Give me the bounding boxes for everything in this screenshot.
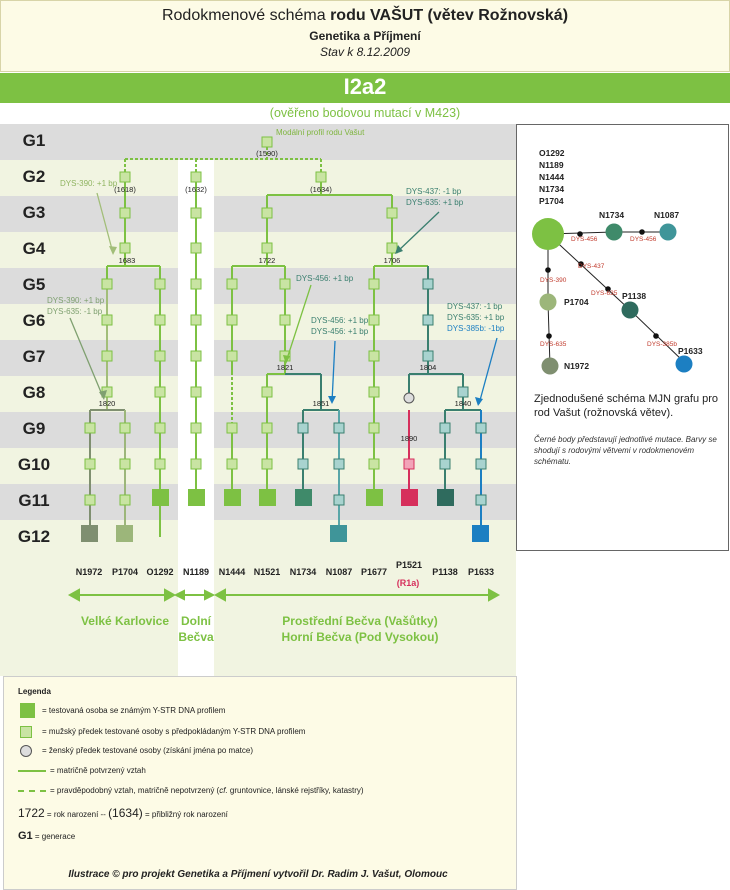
square-red-g10 — [404, 459, 414, 469]
tested-n1087 — [330, 525, 347, 542]
square-g2-b — [191, 172, 201, 182]
square-teal-g10-b — [334, 459, 344, 469]
square-g4-d — [387, 243, 397, 253]
square-g6-e — [280, 315, 290, 325]
person-p1633: P1633 — [467, 567, 495, 577]
mjn-mutation-dot — [639, 229, 645, 235]
legend-generation: G1 = generace — [18, 830, 76, 842]
gen-label-g2: G2 — [22, 167, 46, 186]
tested-o1292 — [152, 489, 169, 506]
tested-n1521 — [259, 489, 276, 506]
square-g8-d — [262, 387, 272, 397]
square-teal-g7 — [423, 351, 433, 361]
year-1590: (1590) — [256, 149, 278, 158]
legend-years: 1722 = rok narození -- (1634) = přibližný rok narození — [18, 806, 228, 820]
square-g6-b — [155, 315, 165, 325]
person-p1677: P1677 — [360, 567, 388, 577]
square-g7-f — [369, 351, 379, 361]
region-horni-becva: Horní Bečva (Pod Vysokou) — [281, 630, 439, 644]
legend-solid-line — [18, 770, 46, 772]
square-teal-g11-b — [476, 495, 486, 505]
tested-n1734 — [295, 489, 312, 506]
square-g5-b — [155, 279, 165, 289]
year-1722: 1722 — [258, 256, 276, 265]
square-g5-d — [227, 279, 237, 289]
credit-line: Ilustrace © pro projekt Genetika a Příjmení vytvořil Dr. Radim J. Vašut, Olomouc — [68, 869, 448, 880]
square-teal-g9-b — [334, 423, 344, 433]
square-teal-g10-c — [440, 459, 450, 469]
mutation-dys456-a: DYS-456: +1 bp — [296, 274, 354, 283]
mjn-mut-g: DYS-385b — [647, 341, 677, 348]
mjn-head-2: N1444 — [539, 172, 565, 182]
square-g10-g — [369, 459, 379, 469]
year-1890: 1890 — [400, 434, 418, 443]
tested-p1704 — [116, 525, 133, 542]
square-g11-b — [120, 495, 130, 505]
square-g4-a — [120, 243, 130, 253]
square-g7-c — [191, 351, 201, 361]
person-p1138: P1138 — [432, 567, 458, 577]
mjn-node-p1633 — [676, 356, 693, 373]
square-g10-c — [155, 459, 165, 469]
square-g4-c — [262, 243, 272, 253]
mjn-head-1: N1189 — [539, 160, 564, 170]
square-g7-a — [102, 351, 112, 361]
square-g8-b — [155, 387, 165, 397]
year-1840: 1840 — [454, 399, 472, 408]
legend-tested: = testovaná osoba se známým Y-STR DNA profilem — [42, 706, 226, 715]
mjn-mutation-dot — [653, 333, 659, 339]
legend-male: = mužský předek testované osoby s předpokládaným Y-STR DNA profilem — [42, 727, 306, 736]
gen-label-g11: G11 — [18, 491, 50, 510]
region-dolni: Dolní — [181, 614, 211, 628]
year-1634: (1634) — [310, 185, 332, 194]
person-n1972: N1972 — [75, 567, 103, 577]
gen-label-g5: G5 — [22, 275, 46, 294]
mjn-label-n1972: N1972 — [564, 361, 590, 371]
square-g6-d — [227, 315, 237, 325]
mjn-mutation-dot — [546, 333, 552, 339]
mutation-dys437-a: DYS-437: -1 bp — [406, 187, 462, 196]
mjn-label-p1704: P1704 — [564, 297, 589, 307]
mjn-mut-b: DYS-456 — [630, 236, 657, 243]
square-g2-c — [316, 172, 326, 182]
square-g1-modal — [262, 137, 272, 147]
mjn-node-p1138 — [622, 302, 639, 319]
modal-profile-label: Modální profil rodu Vašut — [276, 128, 365, 137]
square-g10-d — [191, 459, 201, 469]
square-g9-e — [227, 423, 237, 433]
year-1851: 1851 — [312, 399, 330, 408]
mjn-node-n1734 — [606, 224, 623, 241]
year-1821: 1821 — [276, 363, 294, 372]
legend-title: Legenda — [18, 687, 51, 696]
square-g10-b — [120, 459, 130, 469]
mjn-node-n1087 — [660, 224, 677, 241]
mjn-caption: Zjednodušené schéma MJN grafu pro rod Vašut (rožnovská větev). — [534, 393, 719, 419]
square-teal-g9-d — [476, 423, 486, 433]
square-g8-e — [369, 387, 379, 397]
mutation-dys635-c: DYS-635: +1 bp — [447, 313, 505, 322]
person-o1292: O1292 — [146, 567, 174, 577]
year-1706: 1706 — [383, 256, 401, 265]
square-g6-f — [369, 315, 379, 325]
mjn-label-p1633: P1633 — [678, 346, 703, 356]
year-1820: 1820 — [98, 399, 116, 408]
year-1632: (1632) — [185, 185, 207, 194]
mjn-head-3: N1734 — [539, 184, 565, 194]
square-teal-g10-d — [476, 459, 486, 469]
legend-male-icon — [20, 726, 32, 738]
mjn-mut-a: DYS-456 — [571, 236, 598, 243]
dashed-root-link — [125, 142, 321, 177]
square-teal-g9-a — [298, 423, 308, 433]
region-prostredni-becva: Prostřední Bečva (Vašůtky) — [282, 614, 438, 628]
legend-solid: = matričně potvrzený vztah — [50, 766, 146, 775]
mutation-dys437-b: DYS-437: -1 bp — [447, 302, 503, 311]
person-n1521: N1521 — [253, 567, 281, 577]
tested-p1633 — [472, 525, 489, 542]
legend-dashed-line — [18, 790, 46, 792]
square-g9-a — [85, 423, 95, 433]
mutation-dys456-b: DYS-456: +1 bp — [311, 316, 369, 325]
mjn-mut-c: DYS-437 — [578, 263, 605, 270]
haplogroup-title: I2a2 — [343, 74, 387, 99]
mutation-dys635-a: DYS-635: +1 bp — [406, 198, 464, 207]
square-teal-g8 — [458, 387, 468, 397]
square-g10-e — [227, 459, 237, 469]
tested-n1972 — [81, 525, 98, 542]
square-g3-d — [387, 208, 397, 218]
mjn-label-n1087: N1087 — [654, 210, 680, 220]
square-g9-c — [155, 423, 165, 433]
mjn-mut-e: DYS-635 — [591, 290, 618, 297]
page-title: Rodokmenové schéma rodu VAŠUT (větev Rožnovská) — [161, 7, 569, 24]
gen-label-g9: G9 — [22, 419, 46, 438]
tested-n1444 — [224, 489, 241, 506]
tested-p1521 — [401, 489, 418, 506]
gen-label-g3: G3 — [22, 203, 46, 222]
square-g9-b — [120, 423, 130, 433]
person-n1734: N1734 — [289, 567, 317, 577]
female-ancestor-circle — [404, 393, 414, 403]
gen-label-g10: G10 — [17, 455, 51, 474]
mjn-label-n1734: N1734 — [599, 210, 625, 220]
legend-female-icon — [20, 745, 32, 757]
tested-p1138 — [437, 489, 454, 506]
person-n1087: N1087 — [325, 567, 353, 577]
tested-n1189 — [188, 489, 205, 506]
gen-label-g1: G1 — [22, 131, 46, 150]
square-g3-b — [191, 208, 201, 218]
r1a-note: (R1a) — [396, 578, 420, 588]
gen-label-g4: G4 — [22, 239, 46, 258]
person-n1444: N1444 — [218, 567, 246, 577]
mjn-node-p1704 — [540, 294, 557, 311]
legend-tested-icon — [20, 703, 35, 718]
square-teal-g9-c — [440, 423, 450, 433]
tested-p1677 — [366, 489, 383, 506]
square-teal-g10-a — [298, 459, 308, 469]
mutation-dys635-b: DYS-635: -1 bp — [47, 307, 103, 316]
square-g7-b — [155, 351, 165, 361]
square-g10-a — [85, 459, 95, 469]
gen-label-g12: G12 — [17, 527, 51, 546]
haplogroup-note: (ověřeno bodovou mutací v M423) — [269, 106, 461, 120]
square-g10-f — [262, 459, 272, 469]
legend-female: = ženský předek testované osoby (získání jména po matce) — [42, 746, 253, 755]
gen-label-g8: G8 — [22, 383, 46, 402]
square-g5-f — [369, 279, 379, 289]
region-becva: Bečva — [178, 630, 214, 644]
square-g5-a — [102, 279, 112, 289]
square-teal-g5 — [423, 279, 433, 289]
square-g9-f — [262, 423, 272, 433]
square-g3-a — [120, 208, 130, 218]
square-g9-d — [191, 423, 201, 433]
legend-dashed: = pravděpodobný vztah, matričně nepotvrzený (cf. gruntovnice, lánské rejstříky, katastry) — [50, 786, 364, 795]
mjn-label-p1138: P1138 — [622, 291, 647, 301]
mjn-node-central — [532, 218, 564, 250]
mjn-mut-d: DYS-390 — [540, 277, 567, 284]
person-p1704: P1704 — [111, 567, 139, 577]
mutation-dys390-b: DYS-390: +1 bp — [47, 296, 105, 305]
year-1804: 1804 — [419, 363, 437, 372]
mutation-dys390-a: DYS-390: +1 bp — [60, 179, 118, 188]
mjn-note: Černé body představují jednotlivé mutace. Barvy se shodují s rodovými větvemi v rodokmenovém schématu. — [534, 435, 717, 466]
square-g7-d — [227, 351, 237, 361]
year-1618: (1618) — [114, 185, 136, 194]
region-velke-karlovice: Velké Karlovice — [80, 614, 170, 628]
square-g9-g — [369, 423, 379, 433]
gen-label-g7: G7 — [22, 347, 46, 366]
mjn-node-n1972 — [542, 358, 559, 375]
square-g5-c — [191, 279, 201, 289]
mjn-mutation-dot — [545, 267, 551, 273]
gen-label-g6: G6 — [22, 311, 46, 330]
year-1683: 1683 — [118, 256, 136, 265]
mutation-dys456-c: DYS-456: +1 bp — [311, 327, 369, 336]
status-date: Stav k 8.12.2009 — [319, 45, 411, 59]
square-g4-b — [191, 243, 201, 253]
square-teal-g11-a — [334, 495, 344, 505]
square-g6-a — [102, 315, 112, 325]
square-teal-g6 — [423, 315, 433, 325]
mjn-head-4: P1704 — [539, 196, 564, 206]
person-p1521: P1521 — [395, 560, 423, 570]
mutation-dys385b: DYS-385b: -1bp — [447, 324, 505, 333]
square-g8-c — [191, 387, 201, 397]
square-g6-c — [191, 315, 201, 325]
square-g2-a — [120, 172, 130, 182]
mjn-mut-f: DYS-635 — [540, 341, 567, 348]
mjn-head-0: O1292 — [539, 148, 565, 158]
person-n1189: N1189 — [182, 567, 210, 577]
project-subtitle: Genetika a Příjmení — [309, 29, 421, 43]
square-g5-e — [280, 279, 290, 289]
square-g3-c — [262, 208, 272, 218]
square-g11-a — [85, 495, 95, 505]
